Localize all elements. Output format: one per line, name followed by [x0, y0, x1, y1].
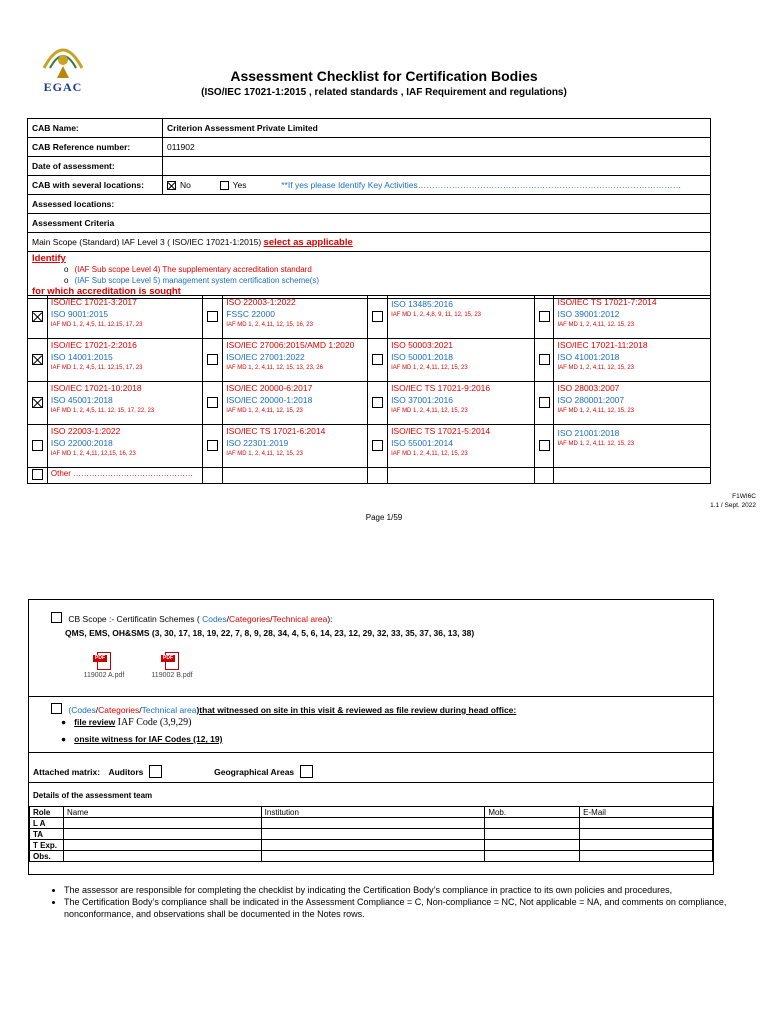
standard-checkbox[interactable]	[207, 397, 218, 408]
standard-scheme: ISO 13485:2016	[391, 299, 453, 309]
form-code	[710, 492, 756, 510]
standard-checkbox-cell	[534, 382, 554, 425]
standard-cell	[47, 296, 203, 339]
team-cell[interactable]	[261, 851, 485, 862]
notes-list	[48, 884, 752, 920]
standards-row	[28, 382, 711, 425]
team-role: L A	[30, 818, 64, 829]
cb-scope-checkbox[interactable]	[51, 612, 62, 623]
team-header-cell: Institution	[261, 807, 485, 818]
standard-iaf-md: IAF MD 1, 2, 4,11, 12, 15, 23	[557, 322, 635, 328]
technical-area-text: Technical area	[141, 705, 197, 715]
team-header-cell: Role	[30, 807, 64, 818]
standard-accreditation: ISO 22003-1:2022	[226, 297, 296, 307]
identify-heading: Identify	[32, 253, 66, 264]
egac-logo-text: EGAC	[43, 80, 83, 94]
auditors-checkbox[interactable]	[149, 765, 162, 778]
standard-accreditation: ISO 28003:2007	[557, 383, 620, 393]
page-subtitle: (ISO/IEC 17021-1:2015 , related standards , IAF Requirement and regulations)	[201, 87, 567, 98]
cab-info-table	[27, 118, 711, 299]
standard-iaf-md: IAF MD 1, 2, 4,5, 11, 12,15, 17, 23	[50, 365, 143, 371]
empty-cell	[223, 468, 368, 484]
team-row	[30, 840, 713, 851]
slash-text: /	[226, 614, 230, 624]
accreditation-sought: for which accreditation is sought	[32, 286, 181, 297]
attachment-b-name: 119002 B.pdf	[151, 672, 193, 679]
divider	[29, 752, 713, 753]
main-scope-text: Main Scope (Standard) IAF Level 3 ( ISO/IEC 17021-1:2015)	[32, 236, 262, 247]
slash-text: /	[139, 705, 142, 715]
standard-scheme: ISO 22301:2019	[226, 438, 289, 448]
standard-scheme: ISO 50001:2018	[391, 352, 453, 362]
standard-accreditation: ISO/IEC TS 17021-5:2014	[391, 426, 491, 436]
witness-line	[51, 703, 516, 715]
standard-iaf-md: IAF MD 1, 2, 4,11, 12, 15, 23	[391, 408, 468, 414]
team-cell[interactable]	[580, 840, 713, 851]
team-header-row	[30, 807, 713, 818]
standard-scheme: ISO 55001:2014	[391, 438, 453, 448]
other-label: Other ………………………………………	[47, 468, 203, 484]
file-review-line: ● file review IAF Code (3,9,29)	[61, 717, 192, 728]
standard-cell	[554, 382, 711, 425]
slash-text: /	[270, 614, 273, 624]
team-row	[30, 829, 713, 840]
team-cell[interactable]	[63, 851, 261, 862]
codes-text: Codes	[202, 614, 227, 624]
team-cell[interactable]	[63, 829, 261, 840]
team-cell[interactable]	[261, 840, 485, 851]
divider	[29, 782, 713, 783]
cb-scope-label: CB Scope :- Certificatin Schemes (	[68, 614, 200, 624]
standard-scheme: ISO 39001:2012	[557, 309, 620, 319]
standard-checkbox-cell	[28, 296, 48, 339]
attachment-a[interactable]	[79, 652, 129, 679]
standard-iaf-md: IAF MD 1, 2, 4,11, 12, 15, 23	[557, 441, 635, 447]
assessed-locations-row	[28, 195, 711, 214]
geo-areas-label: Geographical Areas	[214, 767, 295, 777]
standard-scheme: ISO 9001:2015	[50, 309, 109, 319]
standard-cell	[47, 425, 203, 468]
standard-iaf-md: IAF MD 1, 2, 4,11, 12, 15, 23	[557, 365, 635, 371]
standard-checkbox-cell	[203, 425, 223, 468]
note-item: • The assessor are responsible for completing the checklist by indicating the Certification Body’s compliance in practice to its own policies and procedures,	[64, 884, 752, 896]
standard-cell	[388, 382, 535, 425]
standard-checkbox[interactable]	[372, 440, 383, 451]
standard-scheme: ISO 45001:2018	[50, 395, 113, 405]
onsite-label: onsite witness for IAF Codes (12, 19)	[74, 734, 223, 744]
cb-scope-line	[51, 612, 333, 624]
team-header-cell: E-Mail	[580, 807, 713, 818]
select-applicable: select as applicable	[263, 236, 353, 248]
team-cell[interactable]	[580, 829, 713, 840]
standard-checkbox-cell	[28, 382, 48, 425]
standard-accreditation: ISO/IEC 17021-11:2018	[557, 340, 648, 350]
standard-accreditation: ISO/IEC 17021-10:2018	[50, 383, 142, 393]
attachment-a-name: 119002 A.pdf	[83, 672, 125, 679]
yes-checkbox[interactable]	[220, 181, 229, 190]
standard-checkbox[interactable]	[539, 397, 550, 408]
team-cell[interactable]	[261, 818, 485, 829]
geo-areas-checkbox[interactable]	[300, 765, 313, 778]
standard-accreditation: ISO 50003:2021	[391, 340, 453, 350]
standard-checkbox-cell	[203, 382, 223, 425]
standard-iaf-md: IAF MD 1, 2, 4,5, 11, 12,15, 17, 23	[50, 322, 143, 328]
notes	[48, 884, 752, 920]
no-label: No	[180, 179, 191, 190]
team-row	[30, 818, 713, 829]
attached-matrix-line	[33, 765, 313, 778]
standards-row	[28, 425, 711, 468]
cab-name-value[interactable]: Criterion Assessment Private Limited	[163, 119, 711, 138]
standard-iaf-md: IAF MD 1, 2, 4,11, 12,15, 16, 23	[50, 451, 136, 457]
cab-ref-row	[28, 138, 711, 157]
standard-iaf-md: IAF MD 1, 2, 4,8, 9, 11, 12, 15, 23	[391, 312, 482, 318]
standard-cell	[388, 425, 535, 468]
other-row	[28, 468, 711, 484]
standard-iaf-md: IAF MD 1, 2, 4,5, 11, 12, 15, 17, 22, 23	[50, 408, 155, 414]
locations-note: **If yes please Identify Key Activities…………………………………………………………………………………	[281, 179, 682, 190]
standard-checkbox[interactable]	[32, 440, 43, 451]
standard-cell	[223, 339, 368, 382]
attachment-b[interactable]	[147, 652, 197, 679]
locations-label: CAB with several locations:	[28, 176, 163, 195]
sub-level-5: o (IAF Sub scope Level 5) management system certification scheme(s)	[64, 276, 319, 285]
team-role: T Exp.	[30, 840, 64, 851]
attached-matrix-label: Attached matrix:	[33, 767, 101, 777]
team-header-cell: Name	[63, 807, 261, 818]
standards-row	[28, 339, 711, 382]
standard-checkbox[interactable]	[372, 354, 383, 365]
scope-box	[28, 599, 714, 875]
team-cell[interactable]	[580, 851, 713, 862]
codes-text: Codes	[71, 705, 96, 715]
standard-scheme: ISO 22000:2018	[50, 438, 113, 448]
standard-scheme: ISO 37001:2016	[391, 395, 453, 405]
standard-accreditation: ISO/IEC 20000-6:2017	[226, 383, 313, 393]
empty-cell	[203, 468, 223, 484]
qms-codes-line: QMS, EMS, OH&SMS (3, 30, 17, 18, 19, 22, 7, 8, 9, 28, 34, 4, 5, 6, 14, 23, 12, 29, 32, 33, 35, 37, 36, 13, 38)	[65, 628, 475, 638]
standard-checkbox-cell	[368, 382, 388, 425]
pdf-icon: PDF	[93, 652, 115, 672]
standard-scheme: ISO/IEC 27001:2022	[226, 352, 305, 362]
standard-accreditation: ISO 22003-1:2022	[50, 426, 121, 436]
team-cell[interactable]	[485, 829, 580, 840]
standard-checkbox-cell	[368, 339, 388, 382]
date-value[interactable]	[163, 157, 711, 176]
standard-scheme: ISO 14001:2015	[50, 352, 113, 362]
technical-area-text: Technical area	[272, 614, 328, 624]
main-scope-cell	[28, 233, 711, 252]
standard-checkbox[interactable]	[207, 311, 218, 322]
standard-cell	[554, 425, 711, 468]
standard-accreditation: ISO/IEC 27006:2015/AMD 1:2020	[226, 340, 355, 350]
form-version: 1.1 / Sept. 2022	[710, 502, 756, 509]
standard-cell	[223, 425, 368, 468]
team-header-cell: Mob.	[485, 807, 580, 818]
team-table	[29, 806, 713, 862]
empty-cell	[554, 468, 711, 484]
onsite-line: ● onsite witness for IAF Codes (12, 19)	[61, 734, 223, 744]
standard-iaf-md: IAF MD 1, 2, 4,11, 12, 15, 13, 23, 26	[226, 365, 323, 371]
team-cell[interactable]	[63, 818, 261, 829]
standard-checkbox-cell	[203, 339, 223, 382]
standard-iaf-md: IAF MD 1, 2, 4,11, 12, 15, 23	[557, 408, 635, 414]
team-cell[interactable]	[485, 818, 580, 829]
team-cell[interactable]	[261, 829, 485, 840]
categories-text: Categories	[98, 705, 140, 715]
standard-checkbox[interactable]	[207, 354, 218, 365]
standard-checkbox[interactable]	[539, 311, 550, 322]
page-number: Page 1/59	[365, 513, 403, 522]
standard-checkbox-cell	[534, 425, 554, 468]
standard-checkbox[interactable]	[32, 397, 43, 408]
locations-options	[163, 176, 711, 195]
identify-row	[28, 252, 711, 299]
cab-name-label: CAB Name:	[28, 119, 163, 138]
standard-accreditation: ISO/IEC TS 17021-7:2014	[557, 297, 657, 307]
team-title: Details of the assessment team	[33, 791, 153, 800]
close-text: ):	[327, 614, 333, 624]
standard-iaf-md: IAF MD 1, 2, 4,11, 12, 15, 23	[226, 408, 303, 414]
assessed-locations-label: Assessed locations:	[28, 195, 711, 214]
standards-grid	[27, 295, 711, 484]
note-item: • The Certification Body’s compliance shall be indicated in the Assessment Compliance = C, Non-compliance = NC, Not applicable = NA, and comments on compliance, nonconformance, and observations shall be documented in the Notes rows.	[64, 896, 752, 920]
sub-level-4: o (IAF Sub scope Level 4) The supplementary accreditation standard	[64, 265, 312, 274]
standard-checkbox[interactable]	[539, 440, 550, 451]
pdf-icon: PDF	[161, 652, 183, 672]
team-role: Obs.	[30, 851, 64, 862]
cab-ref-label: CAB Reference number:	[28, 138, 163, 157]
standard-checkbox[interactable]	[32, 354, 43, 365]
team-cell[interactable]	[580, 818, 713, 829]
identify-cell	[28, 252, 711, 299]
standard-scheme: ISO 280001:2007	[557, 395, 625, 405]
standard-scheme: ISO/IEC 20000-1:2018	[226, 395, 313, 405]
standard-checkbox-cell	[534, 339, 554, 382]
team-cell[interactable]	[63, 840, 261, 851]
standard-cell	[223, 382, 368, 425]
date-label: Date of assessment:	[28, 157, 163, 176]
date-row	[28, 157, 711, 176]
main-scope-row	[28, 233, 711, 252]
standard-cell	[554, 339, 711, 382]
other-checkbox-cell	[28, 468, 48, 484]
empty-cell	[368, 468, 388, 484]
witness-checkbox[interactable]	[51, 703, 62, 714]
standard-checkbox[interactable]	[207, 440, 218, 451]
criteria-label: Assessment Criteria	[28, 214, 711, 233]
standard-checkbox[interactable]	[539, 354, 550, 365]
standard-checkbox-cell	[203, 296, 223, 339]
slash-text: /	[95, 705, 99, 715]
no-checkbox[interactable]	[167, 181, 176, 190]
form-code-text: F1WI6C	[732, 493, 756, 500]
standard-checkbox[interactable]	[372, 311, 383, 322]
standard-checkbox-cell	[368, 296, 388, 339]
file-review-value: IAF Code (3,9,29)	[117, 717, 192, 728]
standard-cell	[47, 339, 203, 382]
standard-cell	[47, 382, 203, 425]
witness-tail: )that witnessed on site in this visit & reviewed as file review during head office:	[196, 705, 517, 715]
standards-row	[28, 296, 711, 339]
standard-cell	[388, 296, 535, 339]
standard-scheme: ISO 21001:2018	[557, 428, 620, 438]
divider	[29, 696, 713, 697]
standard-checkbox[interactable]	[32, 311, 43, 322]
cab-name-row	[28, 119, 711, 138]
empty-cell	[534, 468, 554, 484]
standard-checkbox-cell	[28, 339, 48, 382]
standard-cell	[223, 296, 368, 339]
standard-scheme: FSSC 22000	[226, 309, 275, 319]
categories-text: Categories	[229, 614, 271, 624]
team-cell[interactable]	[485, 851, 580, 862]
standard-iaf-md: IAF MD 1, 2, 4,11, 12, 15, 23	[391, 451, 468, 457]
standard-checkbox-cell	[534, 296, 554, 339]
standard-scheme: ISO 41001:2018	[557, 352, 620, 362]
other-checkbox[interactable]	[32, 469, 43, 480]
locations-row	[28, 176, 711, 195]
standard-accreditation: ISO/IEC 17021-3:2017	[50, 297, 137, 307]
standard-iaf-md: IAF MD 1, 2, 4,11, 12, 15, 23	[391, 365, 468, 371]
page-title: Assessment Checklist for Certification Bodies	[230, 68, 538, 84]
standard-checkbox[interactable]	[372, 397, 383, 408]
standard-accreditation: ISO/IEC TS 17021-6:2014	[226, 426, 326, 436]
team-cell[interactable]	[485, 840, 580, 851]
standard-iaf-md: IAF MD 1, 2, 4,11, 12, 15, 23	[226, 451, 303, 457]
standard-accreditation: ISO/IEC TS 17021-9:2016	[391, 383, 491, 393]
cab-ref-value[interactable]: 011902	[163, 138, 711, 157]
standard-accreditation: ISO/IEC 17021-2:2016	[50, 340, 137, 350]
auditors-label: Auditors	[108, 767, 144, 777]
team-role: TA	[30, 829, 64, 840]
standard-iaf-md: IAF MD 1, 2, 4,11, 12, 15, 16, 23	[226, 322, 313, 328]
standard-cell	[388, 339, 535, 382]
standard-cell	[554, 296, 711, 339]
empty-cell	[388, 468, 535, 484]
standard-checkbox-cell	[368, 425, 388, 468]
file-review-label: file review	[74, 717, 116, 727]
team-row	[30, 851, 713, 862]
standard-checkbox-cell	[28, 425, 48, 468]
open-paren: (	[68, 705, 72, 715]
criteria-row	[28, 214, 711, 233]
yes-label: Yes	[232, 179, 247, 190]
